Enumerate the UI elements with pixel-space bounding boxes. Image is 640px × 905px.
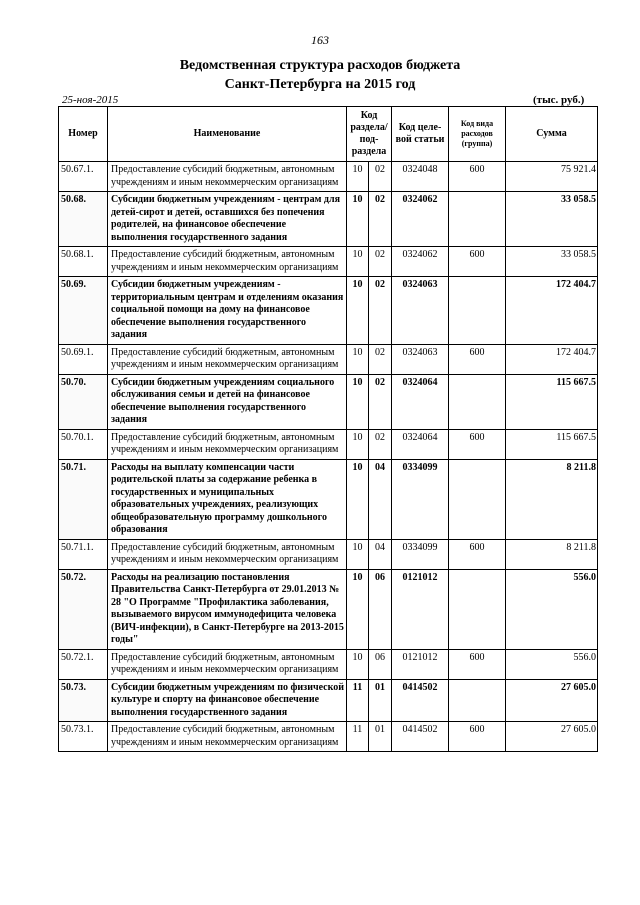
row-subsection-code: 02 bbox=[369, 277, 392, 345]
row-section-code: 10 bbox=[347, 247, 369, 277]
table-row bbox=[59, 429, 598, 459]
table-row bbox=[59, 569, 598, 649]
table-row bbox=[59, 277, 598, 345]
row-expense-type-code: 600 bbox=[449, 649, 506, 679]
row-subsection-code: 06 bbox=[369, 649, 392, 679]
row-name: Предоставление субсидий бюджетным, автономным учреждениям и иным некоммерческим организациям bbox=[108, 162, 347, 192]
row-expense-type-code: 600 bbox=[449, 344, 506, 374]
row-number: 50.73.1. bbox=[59, 722, 108, 752]
row-sum: 33 058.5 bbox=[506, 192, 598, 247]
row-sum: 75 921.4 bbox=[506, 162, 598, 192]
row-number: 50.72. bbox=[59, 569, 108, 649]
row-name: Расходы на выплату компенсации части родительской платы за содержание ребенка в государственных и муниципальных образовательных учреждениях, реализующих общеобразовательную программу дошкольного образования bbox=[108, 459, 347, 539]
table-row bbox=[59, 459, 598, 539]
row-sum: 33 058.5 bbox=[506, 247, 598, 277]
table-row bbox=[59, 344, 598, 374]
row-sum: 27 605.0 bbox=[506, 722, 598, 752]
row-name: Субсидии бюджетным учреждениям социального обслуживания семьи и детей на финансовое обеспечение выполнения государственного задания bbox=[108, 374, 347, 429]
row-subsection-code: 01 bbox=[369, 679, 392, 722]
row-name: Расходы на реализацию постановления Правительства Санкт-Петербурга от 29.01.2013 № 28 "О Программе "Профилактика заболевания, вызываемого вирусом иммунодефицита человека (ВИЧ-инфекции), в Санкт-Петербурге на 2013-2015 годы" bbox=[108, 569, 347, 649]
row-section-code: 10 bbox=[347, 539, 369, 569]
row-expense-type-code: 600 bbox=[449, 429, 506, 459]
row-sum: 556.0 bbox=[506, 569, 598, 649]
table-row bbox=[59, 247, 598, 277]
row-expense-type-code bbox=[449, 374, 506, 429]
row-number: 50.72.1. bbox=[59, 649, 108, 679]
row-subsection-code: 02 bbox=[369, 247, 392, 277]
title-line-2: Санкт-Петербурга на 2015 год bbox=[224, 77, 416, 92]
col-header-article: Код целе- вой статьи bbox=[392, 107, 449, 162]
row-expense-type-code: 600 bbox=[449, 539, 506, 569]
row-article-code: 0324064 bbox=[392, 374, 449, 429]
row-subsection-code: 04 bbox=[369, 539, 392, 569]
row-sum: 115 667.5 bbox=[506, 374, 598, 429]
row-section-code: 10 bbox=[347, 429, 369, 459]
row-number: 50.70. bbox=[59, 374, 108, 429]
row-article-code: 0334099 bbox=[392, 459, 449, 539]
row-article-code: 0414502 bbox=[392, 722, 449, 752]
row-subsection-code: 02 bbox=[369, 344, 392, 374]
row-subsection-code: 01 bbox=[369, 722, 392, 752]
row-subsection-code: 02 bbox=[369, 192, 392, 247]
row-article-code: 0324062 bbox=[392, 247, 449, 277]
col-header-name: Наименование bbox=[108, 107, 347, 162]
row-subsection-code: 04 bbox=[369, 459, 392, 539]
col-header-number: Номер bbox=[59, 107, 108, 162]
row-name: Предоставление субсидий бюджетным, автономным учреждениям и иным некоммерческим организациям bbox=[108, 429, 347, 459]
table-row bbox=[59, 192, 598, 247]
row-subsection-code: 02 bbox=[369, 162, 392, 192]
row-name: Предоставление субсидий бюджетным, автономным учреждениям и иным некоммерческим организациям bbox=[108, 649, 347, 679]
row-section-code: 10 bbox=[347, 649, 369, 679]
row-sum: 8 211.8 bbox=[506, 459, 598, 539]
table-row bbox=[59, 162, 598, 192]
row-article-code: 0121012 bbox=[392, 569, 449, 649]
page-number: 163 bbox=[311, 33, 329, 47]
row-article-code: 0121012 bbox=[392, 649, 449, 679]
row-subsection-code: 06 bbox=[369, 569, 392, 649]
row-section-code: 10 bbox=[347, 374, 369, 429]
table-row bbox=[59, 649, 598, 679]
row-section-code: 10 bbox=[347, 277, 369, 345]
row-article-code: 0324063 bbox=[392, 344, 449, 374]
row-number: 50.73. bbox=[59, 679, 108, 722]
row-sum: 172 404.7 bbox=[506, 344, 598, 374]
row-number: 50.69. bbox=[59, 277, 108, 345]
row-article-code: 0414502 bbox=[392, 679, 449, 722]
row-section-code: 11 bbox=[347, 722, 369, 752]
row-number: 50.71. bbox=[59, 459, 108, 539]
row-section-code: 10 bbox=[347, 459, 369, 539]
row-number: 50.68.1. bbox=[59, 247, 108, 277]
row-sum: 115 667.5 bbox=[506, 429, 598, 459]
row-sum: 27 605.0 bbox=[506, 679, 598, 722]
units-label: (тыс. руб.) bbox=[533, 94, 585, 106]
row-section-code: 11 bbox=[347, 679, 369, 722]
row-expense-type-code bbox=[449, 277, 506, 345]
row-expense-type-code: 600 bbox=[449, 247, 506, 277]
col-header-expense-type: Код вида расходов (группа) bbox=[449, 107, 506, 162]
row-section-code: 10 bbox=[347, 569, 369, 649]
row-name: Предоставление субсидий бюджетным, автономным учреждениям и иным некоммерческим организациям bbox=[108, 539, 347, 569]
budget-table bbox=[58, 106, 598, 752]
row-article-code: 0324062 bbox=[392, 192, 449, 247]
row-article-code: 0324048 bbox=[392, 162, 449, 192]
row-article-code: 0324063 bbox=[392, 277, 449, 345]
row-sum: 172 404.7 bbox=[506, 277, 598, 345]
row-expense-type-code: 600 bbox=[449, 162, 506, 192]
row-section-code: 10 bbox=[347, 162, 369, 192]
row-subsection-code: 02 bbox=[369, 374, 392, 429]
row-subsection-code: 02 bbox=[369, 429, 392, 459]
row-number: 50.69.1. bbox=[59, 344, 108, 374]
row-expense-type-code bbox=[449, 679, 506, 722]
report-date: 25-ноя-2015 bbox=[62, 94, 119, 106]
row-sum: 556.0 bbox=[506, 649, 598, 679]
row-name: Предоставление субсидий бюджетным, автономным учреждениям и иным некоммерческим организациям bbox=[108, 344, 347, 374]
row-name: Предоставление субсидий бюджетным, автономным учреждениям и иным некоммерческим организациям bbox=[108, 247, 347, 277]
table-row bbox=[59, 539, 598, 569]
table-header-row bbox=[59, 107, 598, 162]
row-number: 50.70.1. bbox=[59, 429, 108, 459]
table-row bbox=[59, 374, 598, 429]
row-article-code: 0334099 bbox=[392, 539, 449, 569]
row-number: 50.71.1. bbox=[59, 539, 108, 569]
row-expense-type-code bbox=[449, 459, 506, 539]
row-name: Субсидии бюджетным учреждениям - территориальным центрам и отделениям оказания социальной помощи на дому на финансовое обеспечение выполнения государственного задания bbox=[108, 277, 347, 345]
row-name: Субсидии бюджетным учреждениям по физической культуре и спорту на финансовое обеспечение выполнения государственного задания bbox=[108, 679, 347, 722]
title-line-1: Ведомственная структура расходов бюджета bbox=[179, 58, 461, 73]
col-header-sum: Сумма bbox=[506, 107, 598, 162]
col-header-section: Код раздела/ под- раздела bbox=[347, 107, 392, 162]
row-number: 50.68. bbox=[59, 192, 108, 247]
table-row bbox=[59, 722, 598, 752]
row-expense-type-code bbox=[449, 192, 506, 247]
row-expense-type-code: 600 bbox=[449, 722, 506, 752]
row-expense-type-code bbox=[449, 569, 506, 649]
document-title bbox=[0, 56, 640, 94]
row-name: Субсидии бюджетным учреждениям - центрам для детей-сирот и детей, оставшихся без попечения родителей, на финансовое обеспечение выполнения государственного задания bbox=[108, 192, 347, 247]
row-article-code: 0324064 bbox=[392, 429, 449, 459]
row-section-code: 10 bbox=[347, 344, 369, 374]
table-row bbox=[59, 679, 598, 722]
row-number: 50.67.1. bbox=[59, 162, 108, 192]
row-section-code: 10 bbox=[347, 192, 369, 247]
row-name: Предоставление субсидий бюджетным, автономным учреждениям и иным некоммерческим организациям bbox=[108, 722, 347, 752]
row-sum: 8 211.8 bbox=[506, 539, 598, 569]
